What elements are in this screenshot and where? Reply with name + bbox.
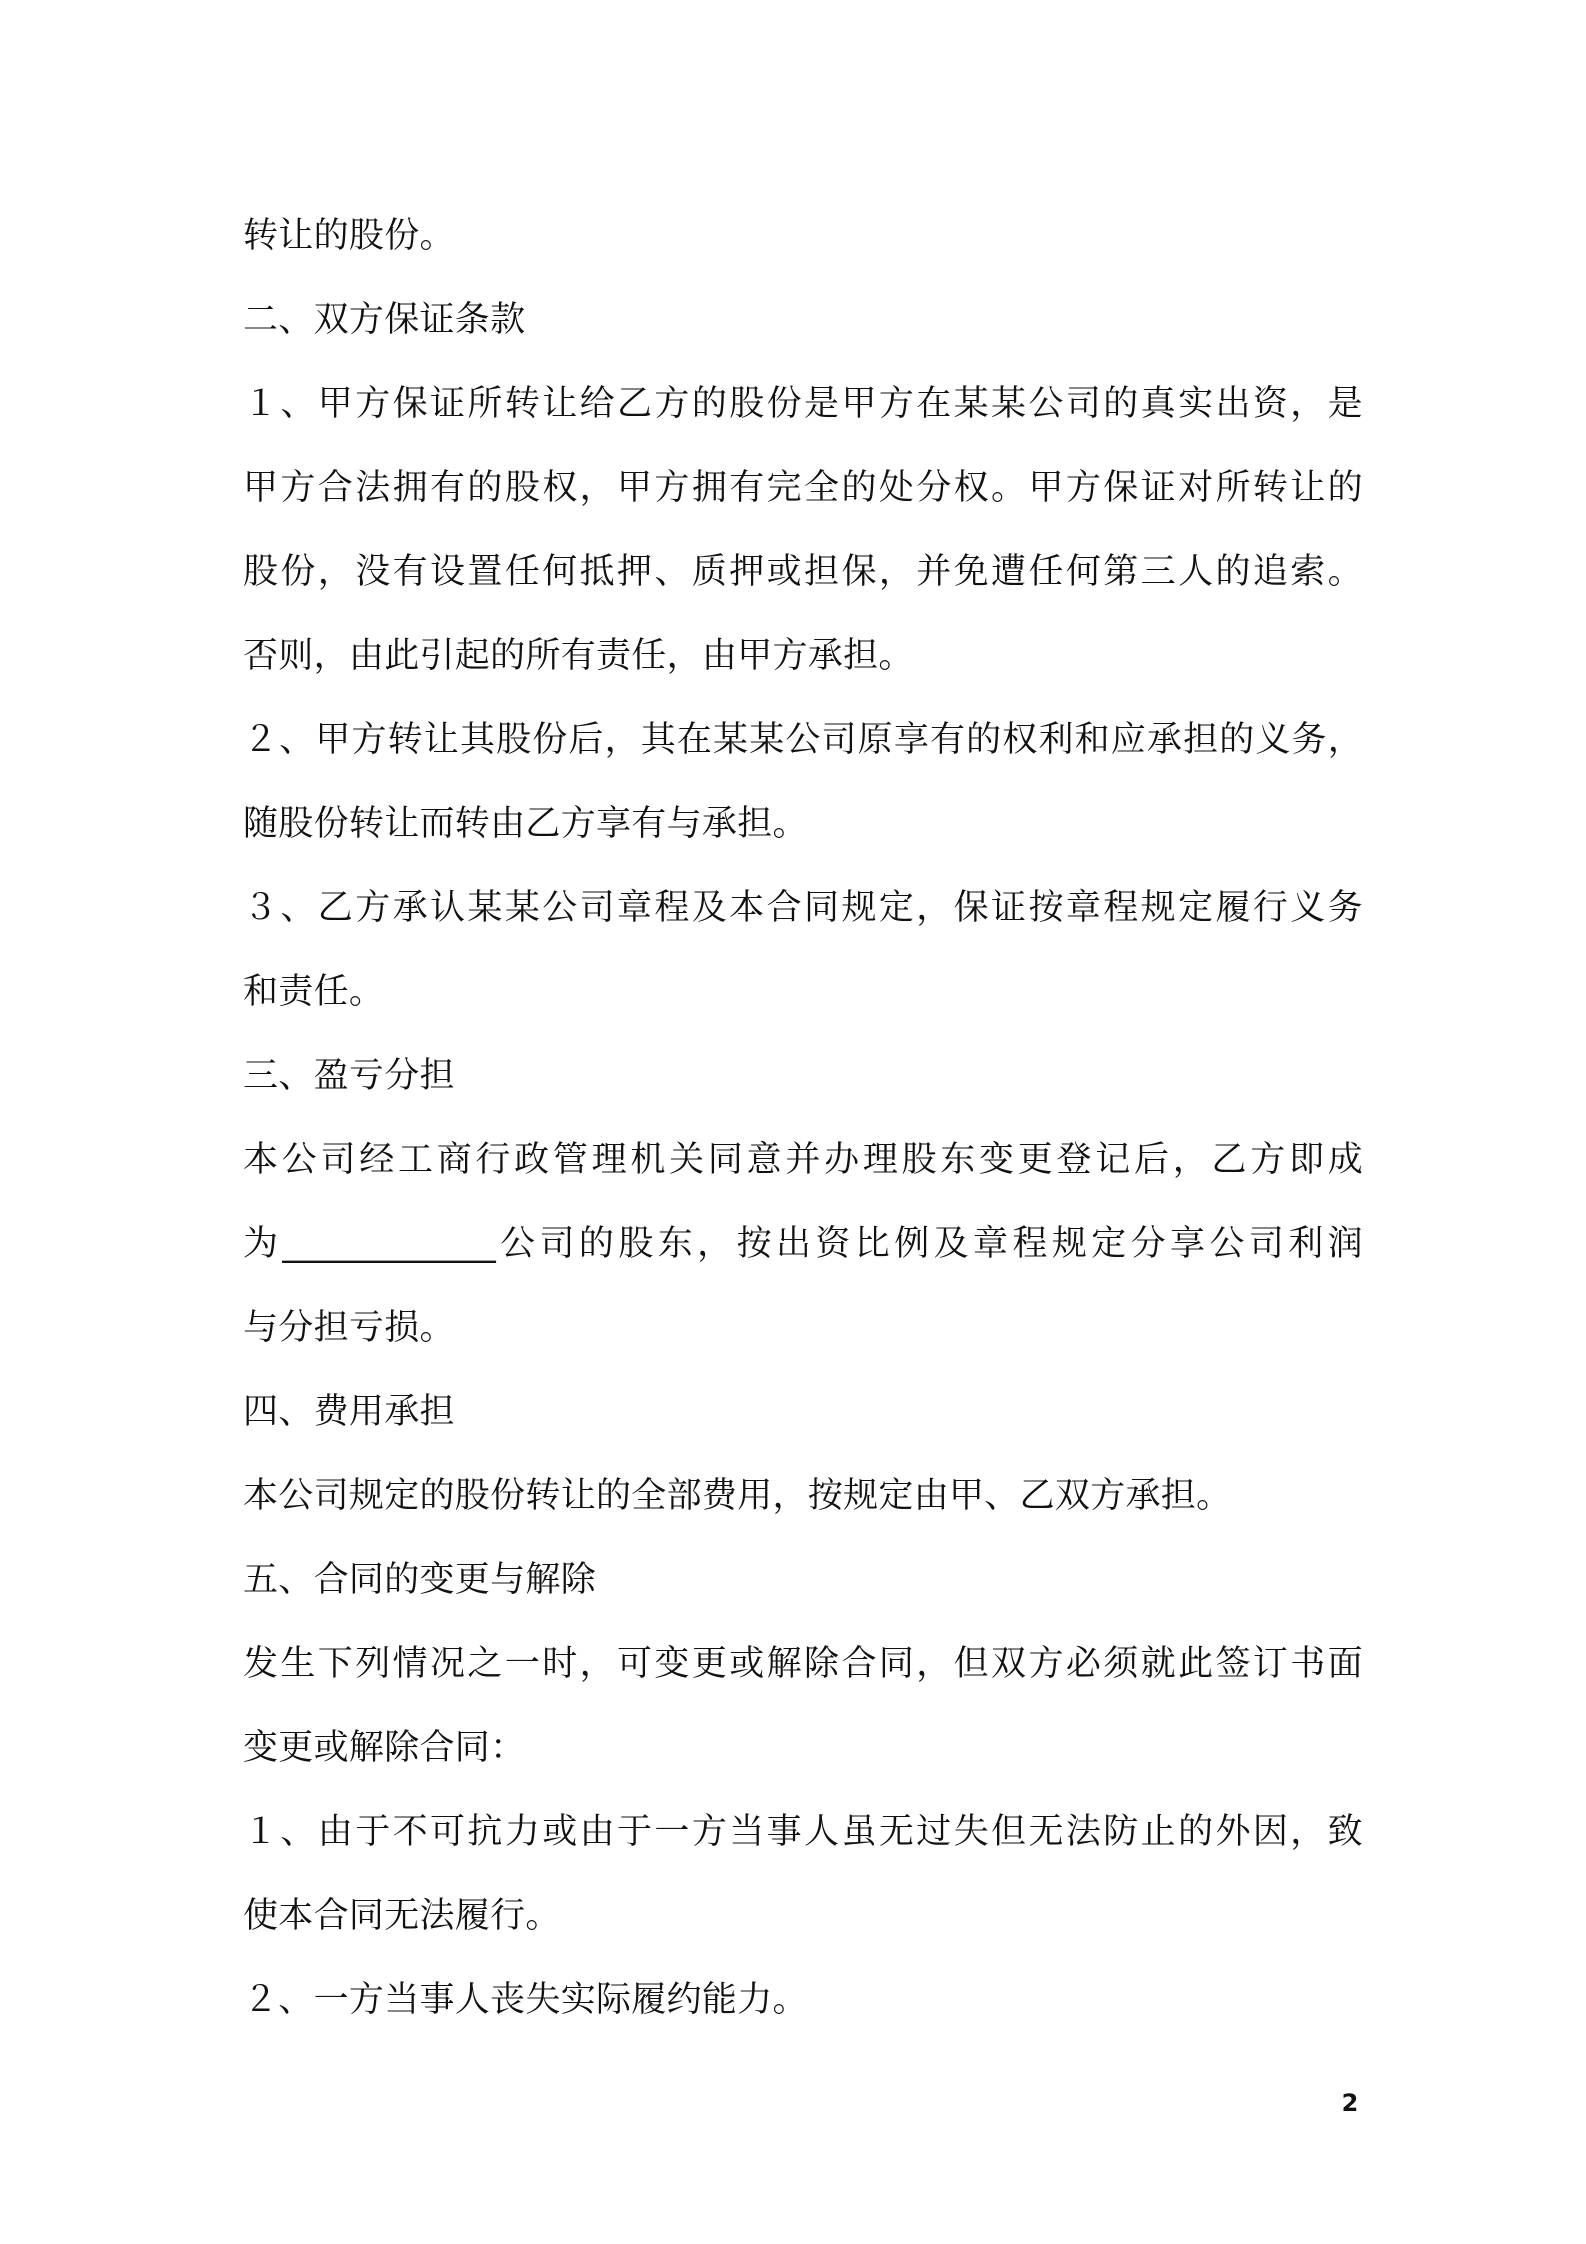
paragraph-line: 股份，没有设置任何抵押、质押或担保，并免遭任何第三人的追索。	[243, 552, 1363, 592]
paragraph-line-with-blank: 为____________公司的股东，按出资比例及章程规定分享公司利润	[243, 1224, 1363, 1264]
paragraph-line: 变更或解除合同：	[243, 1728, 526, 1768]
paragraph-line: ２、一方当事人丧失实际履约能力。	[243, 1980, 808, 2020]
paragraph-line: 本公司经工商行政管理机关同意并办理股东变更登记后，乙方即成	[243, 1140, 1363, 1180]
paragraph-line: 甲方合法拥有的股权，甲方拥有完全的处分权。甲方保证对所转让的	[243, 468, 1363, 508]
section-heading-guarantee: 二、双方保证条款	[243, 300, 526, 340]
document-body	[243, 194, 1363, 2042]
paragraph-line: １、甲方保证所转让给乙方的股份是甲方在某某公司的真实出资，是	[243, 384, 1363, 424]
section-heading-profit-loss: 三、盈亏分担	[243, 1056, 455, 1096]
page-number: 2	[1341, 2089, 1359, 2117]
paragraph-line: １、由于不可抗力或由于一方当事人虽无过失但无法防止的外因，致	[243, 1812, 1363, 1852]
paragraph-line: 和责任。	[243, 972, 385, 1012]
paragraph-line: ３、乙方承认某某公司章程及本合同规定，保证按章程规定履行义务	[243, 888, 1363, 928]
paragraph-line: ２、甲方转让其股份后，其在某某公司原享有的权利和应承担的义务，	[243, 720, 1363, 760]
paragraph-line: 发生下列情况之一时，可变更或解除合同，但双方必须就此签订书面	[243, 1644, 1363, 1684]
paragraph-line: 转让的股份。	[243, 216, 455, 256]
paragraph-line: 使本合同无法履行。	[243, 1896, 561, 1936]
section-heading-amendment: 五、合同的变更与解除	[243, 1560, 597, 1600]
paragraph-line: 随股份转让而转由乙方享有与承担。	[243, 804, 808, 844]
paragraph-line: 本公司规定的股份转让的全部费用，按规定由甲、乙双方承担。	[243, 1476, 1232, 1516]
paragraph-line: 与分担亏损。	[243, 1308, 455, 1348]
section-heading-costs: 四、费用承担	[243, 1392, 455, 1432]
paragraph-line: 否则，由此引起的所有责任，由甲方承担。	[243, 636, 914, 676]
